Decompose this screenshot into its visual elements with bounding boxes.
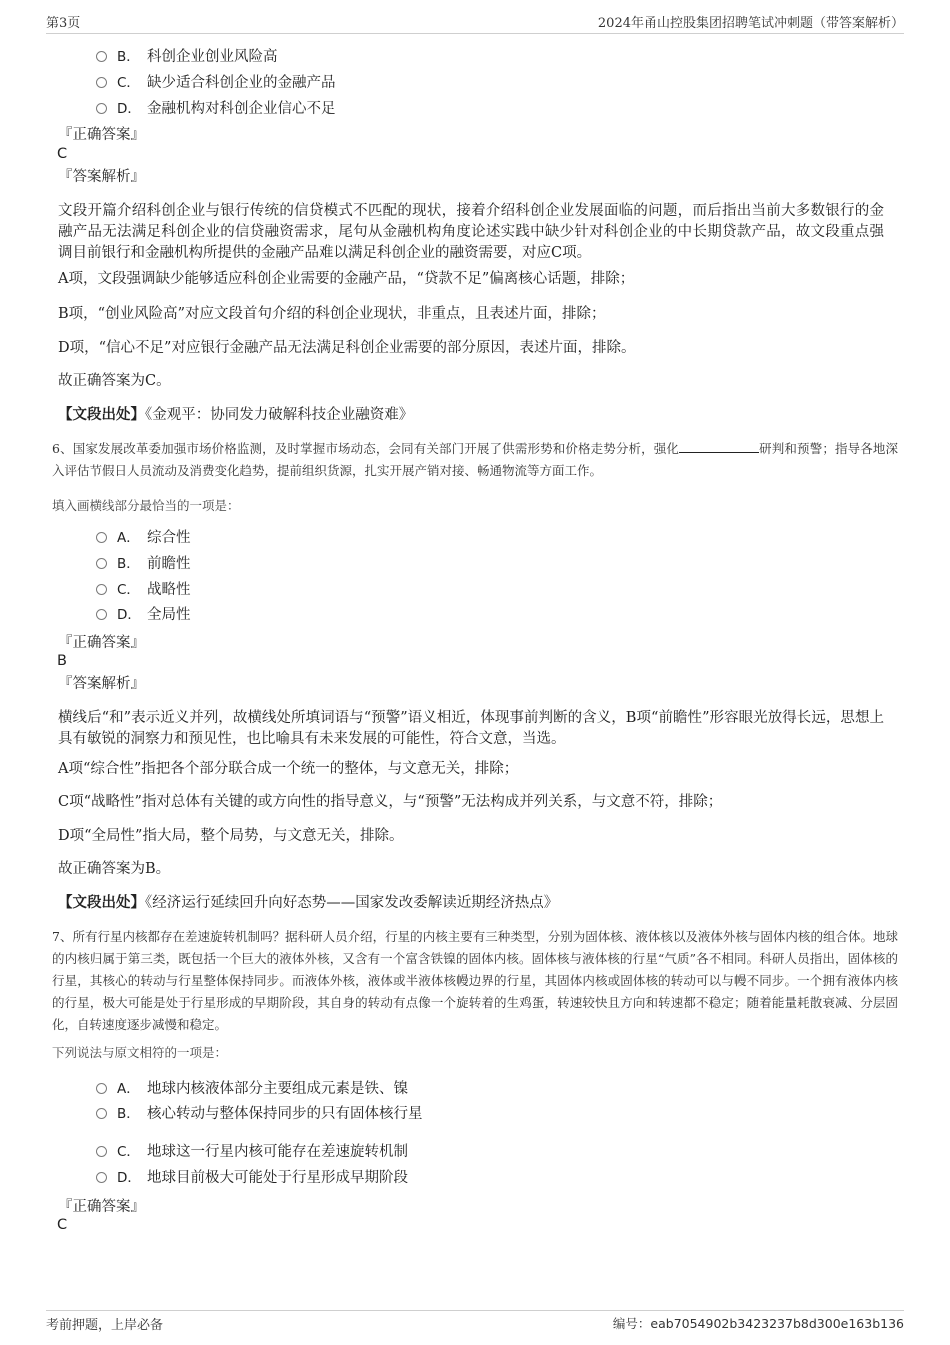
radio-icon[interactable] — [96, 77, 107, 88]
radio-icon[interactable] — [96, 609, 107, 620]
radio-icon[interactable] — [96, 558, 107, 569]
q6-answer-label: 『正确答案』 — [58, 635, 145, 651]
q6-option-b[interactable]: B． 前瞻性 — [96, 553, 191, 575]
footer-slogan: 考前押题，上岸必备 — [46, 1318, 164, 1333]
fill-blank — [679, 440, 759, 453]
page-header — [46, 12, 904, 32]
q6-prompt: 填入画横线部分最恰当的一项是： — [52, 498, 240, 513]
source-label: 【文段出处】 — [58, 894, 145, 911]
document-title: 2024年甬山控股集团招聘笔试冲刺题（带答案解析） — [597, 16, 904, 31]
radio-icon[interactable] — [96, 1146, 107, 1157]
q5-note-b: B项，“创业风险高”对应文段首句介绍的科创企业现状，非重点，且表述片面，排除； — [58, 306, 606, 322]
q7-option-d[interactable]: D． 地球目前极大可能处于行星形成早期阶段 — [96, 1167, 408, 1189]
q6-note-a: A项“综合性”指把各个部分联合成一个统一的整体，与文意无关，排除； — [58, 761, 519, 777]
q6-option-a[interactable]: A． 综合性 — [96, 527, 191, 549]
q7-option-b[interactable]: B． 核心转动与整体保持同步的只有固体核行星 — [96, 1103, 423, 1125]
radio-icon[interactable] — [96, 1083, 107, 1094]
q6-analysis: 横线后“和”表示近义并列，故横线处所填词语与“预警”语义相近，体现事前判断的含义，B项“前瞻性”形容眼光放得长远，思想上具有敏锐的洞察力和预见性，也比喻具有未来发展的可能性，符合文意，当选。 — [58, 710, 884, 747]
q6-conclusion: 故正确答案为B。 — [58, 861, 171, 877]
radio-icon[interactable] — [96, 532, 107, 543]
radio-icon[interactable] — [96, 51, 107, 62]
radio-icon[interactable] — [96, 1172, 107, 1183]
q6-analysis-label: 『答案解析』 — [58, 676, 145, 692]
q5-note-a: A项，文段强调缺少能够适应科创企业需要的金融产品，“贷款不足”偏离核心话题，排除； — [58, 271, 635, 287]
radio-icon[interactable] — [96, 1108, 107, 1119]
radio-icon[interactable] — [96, 584, 107, 595]
q5-conclusion: 故正确答案为C。 — [58, 373, 171, 389]
q5-analysis-label: 『答案解析』 — [58, 169, 145, 185]
q7-prompt: 下列说法与原文相符的一项是： — [52, 1045, 228, 1060]
q6-stem: 6、国家发展改革委加强市场价格监测，及时掌握市场动态，会同有关部门开展了供需形势和价格走势分析，强化 研判和预警；指导各地深入评估节假日人员流动及消费变化趋势，提前组织货源，扎实开展产销对接、畅通物流等方面工作。 — [52, 441, 898, 478]
q6-option-d[interactable]: D． 全局性 — [96, 604, 191, 626]
q5-analysis: 文段开篇介绍科创企业与银行传统的信贷模式不匹配的现状，接着介绍科创企业发展面临的问题，而后指出当前大多数银行的金融产品无法满足科创企业的信贷融资需求，尾句从金融机构角度论述实践中缺少针对科创企业的中长期贷款产品，故文段重点强调目前银行和金融机构所提供的金融产品难以满足科创企业的融资需要，对应C项。 — [58, 203, 884, 261]
q7-option-c[interactable]: C． 地球这一行星内核可能存在差速旋转机制 — [96, 1141, 408, 1163]
q5-source — [58, 404, 413, 426]
source-label: 【文段出处】 — [58, 406, 145, 423]
q7-answer: C — [57, 1217, 68, 1233]
q6-source — [58, 892, 558, 914]
source-title: 《金观平：协同发力破解科技企业融资难》 — [145, 407, 414, 423]
q5-option-d[interactable]: D． 金融机构对科创企业信心不足 — [96, 98, 336, 120]
q5-option-c[interactable]: C． 缺少适合科创企业的金融产品 — [96, 72, 336, 94]
source-title: 《经济运行延续回升向好态势——国家发改委解读近期经济热点》 — [145, 895, 559, 911]
q5-answer-label: 『正确答案』 — [58, 127, 145, 143]
footer-divider — [46, 1310, 904, 1311]
q7-option-a[interactable]: A． 地球内核液体部分主要组成元素是铁、镍 — [96, 1078, 408, 1100]
document-id: 编号：eab7054902b3423237b8d300e163b136 — [612, 1316, 904, 1331]
page-number: 第3页 — [46, 16, 81, 31]
q7-stem: 7、所有行星内核都存在差速旋转机制吗？据科研人员介绍，行星的内核主要有三种类型，分别为固体核、液体核以及液体外核与固体内核的组合体。地球的内核归属于第三类，既包括一个巨大的液体外核，又含有一个富含铁镍的固体内核。固体核与液体核的行星“气质”各不相同。科研人员指出，固体核的行星，其核心的转动与行星整体保持同步。而液体外核，液体或半液体核幔边界的行星，其固体内核或固体核的转动可以与幔不同步。一个拥有液体内核的行星，极大可能是处于行星形成的早期阶段，其自身的转动有点像一个旋转着的生鸡蛋，转速较快且方向和转速都不稳定；随着能量耗散衰减、分层固化，自转速度逐步减慢和稳定。 — [52, 929, 898, 1032]
q5-option-b[interactable]: B． 科创企业创业风险高 — [96, 46, 278, 68]
q6-answer: B — [57, 653, 67, 669]
q6-option-c[interactable]: C． 战略性 — [96, 579, 191, 601]
q5-answer: C — [57, 146, 68, 162]
q6-note-c: C项“战略性”指对总体有关键的或方向性的指导意义，与“预警”无法构成并列关系，与文意不符，排除； — [58, 794, 723, 810]
radio-icon[interactable] — [96, 103, 107, 114]
q7-answer-label: 『正确答案』 — [58, 1199, 145, 1215]
header-divider — [46, 33, 904, 34]
q6-note-d: D项“全局性”指大局，整个局势，与文意无关，排除。 — [58, 828, 404, 844]
q5-note-d: D项，“信心不足”对应银行金融产品无法满足科创企业需要的部分原因，表述片面，排除。 — [58, 340, 636, 356]
